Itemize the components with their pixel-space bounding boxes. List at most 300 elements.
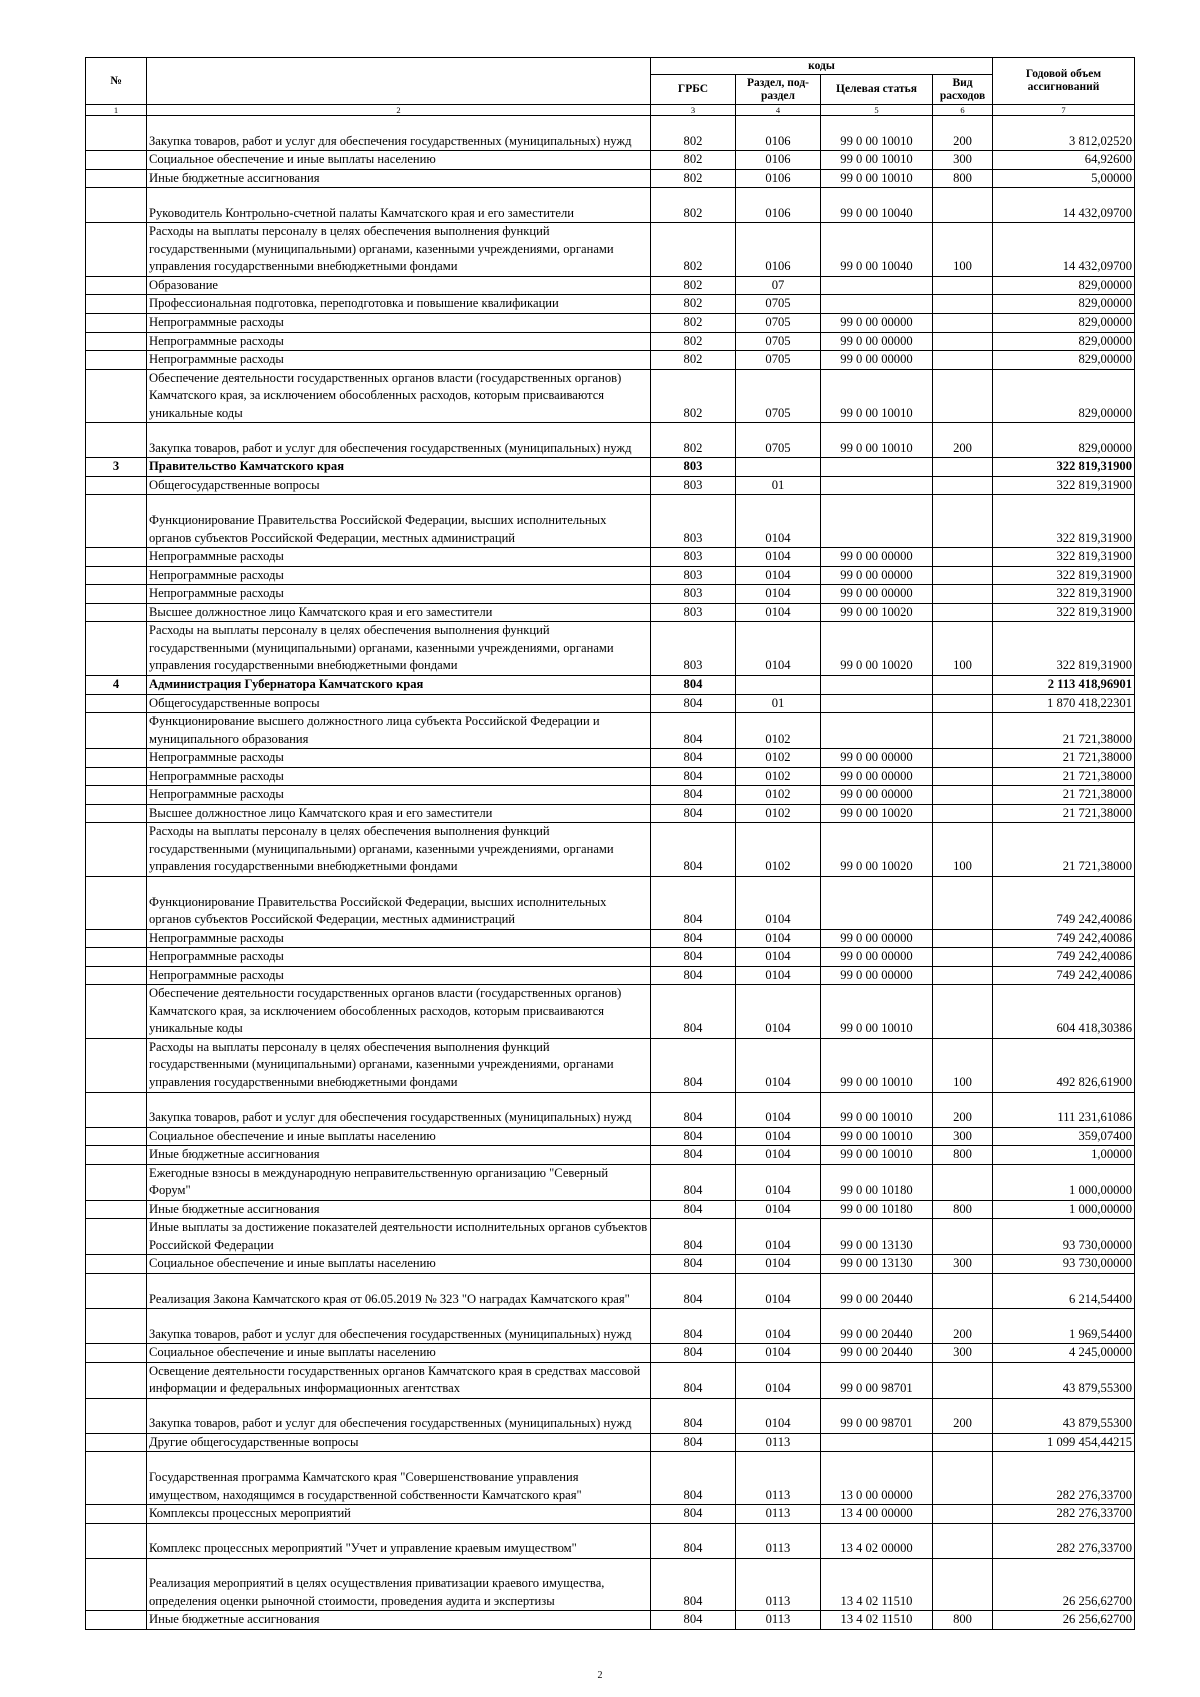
table-row xyxy=(86,566,1135,585)
table-row xyxy=(86,351,1135,370)
table-row xyxy=(86,548,1135,567)
row-number xyxy=(86,1092,147,1127)
row-number xyxy=(86,948,147,967)
grbs-code: 804 xyxy=(651,694,736,713)
amount-value: 1 000,00000 xyxy=(993,1200,1135,1219)
target-article-code: 99 0 00 00000 xyxy=(821,929,933,948)
grbs-code: 802 xyxy=(651,295,736,314)
table-row xyxy=(86,804,1135,823)
row-name: Другие общегосударственные вопросы xyxy=(147,1433,651,1452)
table-row xyxy=(86,169,1135,188)
target-article-code: 99 0 00 00000 xyxy=(821,351,933,370)
header-name xyxy=(147,58,651,105)
grbs-code: 804 xyxy=(651,1505,736,1524)
row-name: Иные бюджетные ассигнования xyxy=(147,1611,651,1630)
row-number xyxy=(86,1523,147,1558)
target-article-code: 13 4 02 00000 xyxy=(821,1523,933,1558)
row-number xyxy=(86,1611,147,1630)
table-row xyxy=(86,314,1135,333)
expense-type-code xyxy=(933,603,993,622)
expense-type-code: 200 xyxy=(933,1092,993,1127)
row-number xyxy=(86,1146,147,1165)
row-name: Иные бюджетные ассигнования xyxy=(147,1200,651,1219)
section-code: 0106 xyxy=(736,116,821,151)
table-row xyxy=(86,1274,1135,1309)
target-article-code: 99 0 00 10040 xyxy=(821,223,933,277)
section-code: 0705 xyxy=(736,295,821,314)
section-code: 0104 xyxy=(736,876,821,929)
grbs-code: 804 xyxy=(651,1362,736,1398)
target-article-code xyxy=(821,458,933,477)
row-name: Расходы на выплаты персоналу в целях обеспечения выполнения функций государственными (муниципальными) органами, казенными учреждениями, органами управления государственными внебюджетными фондами xyxy=(147,223,651,277)
grbs-code: 804 xyxy=(651,1344,736,1363)
section-code: 0104 xyxy=(736,1164,821,1200)
page-number: 2 xyxy=(597,1670,603,1681)
grbs-code: 804 xyxy=(651,1146,736,1165)
expense-type-code xyxy=(933,786,993,805)
section-code: 0113 xyxy=(736,1611,821,1630)
amount-value: 21 721,38000 xyxy=(993,767,1135,786)
row-name: Социальное обеспечение и иные выплаты населению xyxy=(147,1127,651,1146)
amount-value: 93 730,00000 xyxy=(993,1219,1135,1255)
grbs-code: 804 xyxy=(651,1309,736,1344)
row-name: Социальное обеспечение и иные выплаты населению xyxy=(147,1344,651,1363)
expense-type-code xyxy=(933,749,993,768)
grbs-code: 804 xyxy=(651,948,736,967)
row-name: Функционирование высшего должностного лица субъекта Российской Федерации и муниципального образования xyxy=(147,713,651,749)
amount-value: 829,00000 xyxy=(993,423,1135,458)
amount-value: 6 214,54400 xyxy=(993,1274,1135,1309)
amount-value: 604 418,30386 xyxy=(993,985,1135,1039)
table-row xyxy=(86,966,1135,985)
section-code: 0104 xyxy=(736,948,821,967)
expense-type-code: 300 xyxy=(933,1127,993,1146)
table-row xyxy=(86,713,1135,749)
amount-value: 111 231,61086 xyxy=(993,1092,1135,1127)
row-number xyxy=(86,985,147,1039)
row-name: Реализация мероприятий в целях осуществления приватизации краевого имущества, определения оценки рыночной стоимости, проведения аудита и экспертизы xyxy=(147,1558,651,1611)
row-name: Закупка товаров, работ и услуг для обеспечения государственных (муниципальных) нужд xyxy=(147,423,651,458)
target-article-code: 99 0 00 00000 xyxy=(821,332,933,351)
amount-value: 322 819,31900 xyxy=(993,458,1135,477)
expense-type-code: 100 xyxy=(933,223,993,277)
grbs-code: 802 xyxy=(651,369,736,423)
row-number xyxy=(86,786,147,805)
row-number xyxy=(86,295,147,314)
table-row xyxy=(86,295,1135,314)
amount-value: 2 113 418,96901 xyxy=(993,675,1135,694)
row-number xyxy=(86,1255,147,1274)
target-article-code: 99 0 00 00000 xyxy=(821,566,933,585)
row-number xyxy=(86,585,147,604)
grbs-code: 804 xyxy=(651,1523,736,1558)
row-number xyxy=(86,1433,147,1452)
section-code: 0104 xyxy=(736,985,821,1039)
amount-value: 1 870 418,22301 xyxy=(993,694,1135,713)
expense-type-code xyxy=(933,929,993,948)
expense-type-code xyxy=(933,1362,993,1398)
expense-type-code xyxy=(933,1274,993,1309)
grbs-code: 804 xyxy=(651,1433,736,1452)
grbs-code: 802 xyxy=(651,332,736,351)
grbs-code: 804 xyxy=(651,823,736,877)
expense-type-code xyxy=(933,295,993,314)
row-number xyxy=(86,694,147,713)
row-name: Непрограммные расходы xyxy=(147,767,651,786)
grbs-code: 804 xyxy=(651,767,736,786)
row-number xyxy=(86,423,147,458)
row-name: Непрограммные расходы xyxy=(147,948,651,967)
table-row xyxy=(86,1523,1135,1558)
amount-value: 5,00000 xyxy=(993,169,1135,188)
amount-value: 322 819,31900 xyxy=(993,476,1135,495)
target-article-code: 99 0 00 10180 xyxy=(821,1200,933,1219)
expense-type-code xyxy=(933,675,993,694)
target-article-code: 99 0 00 13130 xyxy=(821,1255,933,1274)
grbs-code: 804 xyxy=(651,876,736,929)
target-article-code: 99 0 00 10040 xyxy=(821,188,933,223)
grbs-code: 802 xyxy=(651,151,736,170)
target-article-code: 99 0 00 10020 xyxy=(821,603,933,622)
row-number xyxy=(86,749,147,768)
amount-value: 322 819,31900 xyxy=(993,495,1135,548)
section-code: 0705 xyxy=(736,332,821,351)
table-row xyxy=(86,1127,1135,1146)
grbs-code: 802 xyxy=(651,169,736,188)
table-row xyxy=(86,585,1135,604)
section-code: 0705 xyxy=(736,351,821,370)
header-grbs: ГРБС xyxy=(651,75,736,105)
amount-value: 21 721,38000 xyxy=(993,749,1135,768)
grbs-code: 802 xyxy=(651,223,736,277)
expense-type-code: 800 xyxy=(933,1611,993,1630)
section-code: 0104 xyxy=(736,1127,821,1146)
table-row xyxy=(86,1255,1135,1274)
target-article-code: 99 0 00 10010 xyxy=(821,1127,933,1146)
section-code: 0113 xyxy=(736,1433,821,1452)
section-code: 0104 xyxy=(736,622,821,676)
section-code: 0102 xyxy=(736,804,821,823)
section-code: 0102 xyxy=(736,823,821,877)
target-article-code: 99 0 00 10010 xyxy=(821,1146,933,1165)
amount-value: 322 819,31900 xyxy=(993,603,1135,622)
amount-value: 322 819,31900 xyxy=(993,548,1135,567)
table-body xyxy=(86,116,1135,1630)
grbs-code: 803 xyxy=(651,495,736,548)
amount-value: 749 242,40086 xyxy=(993,876,1135,929)
row-name: Закупка товаров, работ и услуг для обеспечения государственных (муниципальных) нужд xyxy=(147,1092,651,1127)
table-row xyxy=(86,151,1135,170)
row-number xyxy=(86,188,147,223)
amount-value: 64,92600 xyxy=(993,151,1135,170)
amount-value: 43 879,55300 xyxy=(993,1362,1135,1398)
grbs-code: 804 xyxy=(651,1558,736,1611)
row-name: Государственная программа Камчатского края "Совершенствование управления имуществом, находящимся в государственной собственности Камчатского края" xyxy=(147,1452,651,1505)
row-number xyxy=(86,1127,147,1146)
row-number xyxy=(86,1362,147,1398)
expense-type-code xyxy=(933,351,993,370)
expense-type-code: 300 xyxy=(933,1255,993,1274)
row-name: Расходы на выплаты персоналу в целях обеспечения выполнения функций государственными (муниципальными) органами, казенными учреждениями, органами управления государственными внебюджетными фондами xyxy=(147,1038,651,1092)
row-name: Расходы на выплаты персоналу в целях обеспечения выполнения функций государственными (муниципальными) органами, казенными учреждениями, органами управления государственными внебюджетными фондами xyxy=(147,622,651,676)
table-row xyxy=(86,749,1135,768)
section-code: 0104 xyxy=(736,1309,821,1344)
col-number: 2 xyxy=(147,105,651,116)
section-code: 0113 xyxy=(736,1452,821,1505)
expense-type-code xyxy=(933,495,993,548)
grbs-code: 804 xyxy=(651,966,736,985)
row-name: Профессиональная подготовка, переподготовка и повышение квалификации xyxy=(147,295,651,314)
col-number: 7 xyxy=(993,105,1135,116)
amount-value: 322 819,31900 xyxy=(993,585,1135,604)
row-number xyxy=(86,1200,147,1219)
row-name: Функционирование Правительства Российской Федерации, высших исполнительных органов субъектов Российской Федерации, местных администраций xyxy=(147,876,651,929)
target-article-code: 99 0 00 10020 xyxy=(821,823,933,877)
row-name: Непрограммные расходы xyxy=(147,332,651,351)
row-number xyxy=(86,876,147,929)
target-article-code xyxy=(821,476,933,495)
expense-type-code xyxy=(933,1505,993,1524)
target-article-code xyxy=(821,276,933,295)
amount-value: 21 721,38000 xyxy=(993,804,1135,823)
target-article-code: 99 0 00 10010 xyxy=(821,985,933,1039)
table-row xyxy=(86,1558,1135,1611)
grbs-code: 804 xyxy=(651,1398,736,1433)
grbs-code: 803 xyxy=(651,585,736,604)
section-code: 01 xyxy=(736,694,821,713)
amount-value: 322 819,31900 xyxy=(993,622,1135,676)
amount-value: 21 721,38000 xyxy=(993,786,1135,805)
row-name: Непрограммные расходы xyxy=(147,351,651,370)
target-article-code xyxy=(821,495,933,548)
row-name: Высшее должностное лицо Камчатского края и его заместители xyxy=(147,603,651,622)
table-row xyxy=(86,276,1135,295)
section-code xyxy=(736,675,821,694)
row-number xyxy=(86,1398,147,1433)
expense-type-code xyxy=(933,188,993,223)
expense-type-code: 200 xyxy=(933,423,993,458)
table-row xyxy=(86,823,1135,877)
target-article-code xyxy=(821,876,933,929)
row-name: Комплекс процессных мероприятий "Учет и управление краевым имуществом" xyxy=(147,1523,651,1558)
row-name: Обеспечение деятельности государственных органов власти (государственных органов) Камчатского края, за исключением обособленных расходов, которым присваиваются уникальные коды xyxy=(147,369,651,423)
row-name: Реализация Закона Камчатского края от 06.05.2019 № 323 "О наградах Камчатского края" xyxy=(147,1274,651,1309)
table-row-section xyxy=(86,458,1135,477)
table-row xyxy=(86,116,1135,151)
amount-value: 749 242,40086 xyxy=(993,948,1135,967)
table-row xyxy=(86,985,1135,1039)
amount-value: 3 812,02520 xyxy=(993,116,1135,151)
grbs-code: 803 xyxy=(651,622,736,676)
header-csr: Целевая статья xyxy=(821,75,933,105)
amount-value: 749 242,40086 xyxy=(993,929,1135,948)
grbs-code: 804 xyxy=(651,786,736,805)
grbs-code: 804 xyxy=(651,1164,736,1200)
table-row xyxy=(86,188,1135,223)
table-row xyxy=(86,1433,1135,1452)
header-num: № xyxy=(86,58,147,105)
grbs-code: 804 xyxy=(651,1219,736,1255)
row-number: 3 xyxy=(86,458,147,477)
row-name: Социальное обеспечение и иные выплаты населению xyxy=(147,1255,651,1274)
header-vr: Вид расходов xyxy=(933,75,993,105)
row-name: Ежегодные взносы в международную неправительственную организацию "Северный Форум" xyxy=(147,1164,651,1200)
row-number xyxy=(86,622,147,676)
table-row xyxy=(86,1452,1135,1505)
row-name: Закупка товаров, работ и услуг для обеспечения государственных (муниципальных) нужд xyxy=(147,1398,651,1433)
table-row xyxy=(86,1611,1135,1630)
table-row xyxy=(86,767,1135,786)
expense-type-code xyxy=(933,1219,993,1255)
amount-value: 1 099 454,44215 xyxy=(993,1433,1135,1452)
section-code: 0104 xyxy=(736,585,821,604)
target-article-code: 99 0 00 98701 xyxy=(821,1362,933,1398)
row-name: Иные выплаты за достижение показателей деятельности исполнительных органов субъектов Российской Федерации xyxy=(147,1219,651,1255)
row-name: Непрограммные расходы xyxy=(147,314,651,333)
row-number xyxy=(86,116,147,151)
target-article-code: 99 0 00 10010 xyxy=(821,369,933,423)
budget-table xyxy=(85,57,1135,1630)
col-number: 4 xyxy=(736,105,821,116)
row-number xyxy=(86,804,147,823)
section-code xyxy=(736,458,821,477)
row-number xyxy=(86,548,147,567)
grbs-code: 804 xyxy=(651,929,736,948)
grbs-code: 802 xyxy=(651,116,736,151)
target-article-code: 99 0 00 13130 xyxy=(821,1219,933,1255)
amount-value: 43 879,55300 xyxy=(993,1398,1135,1433)
grbs-code: 803 xyxy=(651,458,736,477)
section-code: 0106 xyxy=(736,223,821,277)
target-article-code: 99 0 00 00000 xyxy=(821,749,933,768)
header-razdel: Раздел, под-раздел xyxy=(736,75,821,105)
amount-value: 4 245,00000 xyxy=(993,1344,1135,1363)
target-article-code: 13 4 00 00000 xyxy=(821,1505,933,1524)
section-code: 0705 xyxy=(736,369,821,423)
amount-value: 1 969,54400 xyxy=(993,1309,1135,1344)
grbs-code: 804 xyxy=(651,1274,736,1309)
expense-type-code xyxy=(933,985,993,1039)
row-name: Непрограммные расходы xyxy=(147,786,651,805)
row-number xyxy=(86,1558,147,1611)
target-article-code: 99 0 00 10020 xyxy=(821,622,933,676)
row-number xyxy=(86,476,147,495)
grbs-code: 804 xyxy=(651,1200,736,1219)
section-code: 0104 xyxy=(736,929,821,948)
section-code: 0104 xyxy=(736,1398,821,1433)
target-article-code: 99 0 00 00000 xyxy=(821,786,933,805)
row-name: Функционирование Правительства Российской Федерации, высших исполнительных органов субъектов Российской Федерации, местных администраций xyxy=(147,495,651,548)
amount-value: 1 000,00000 xyxy=(993,1164,1135,1200)
table-row xyxy=(86,1219,1135,1255)
col-number: 3 xyxy=(651,105,736,116)
grbs-code: 804 xyxy=(651,749,736,768)
section-code: 0106 xyxy=(736,151,821,170)
grbs-code: 804 xyxy=(651,675,736,694)
target-article-code: 99 0 00 10020 xyxy=(821,804,933,823)
row-number xyxy=(86,1452,147,1505)
amount-value: 359,07400 xyxy=(993,1127,1135,1146)
row-number xyxy=(86,713,147,749)
target-article-code: 99 0 00 10010 xyxy=(821,1038,933,1092)
table-row xyxy=(86,786,1135,805)
table-row xyxy=(86,495,1135,548)
table-row xyxy=(86,423,1135,458)
expense-type-code xyxy=(933,1523,993,1558)
section-code: 0104 xyxy=(736,1092,821,1127)
target-article-code xyxy=(821,713,933,749)
table-row xyxy=(86,603,1135,622)
expense-type-code xyxy=(933,876,993,929)
table-row xyxy=(86,694,1135,713)
expense-type-code xyxy=(933,369,993,423)
table-row xyxy=(86,1344,1135,1363)
amount-value: 14 432,09700 xyxy=(993,223,1135,277)
target-article-code: 99 0 00 20440 xyxy=(821,1309,933,1344)
table-row xyxy=(86,1505,1135,1524)
table-row xyxy=(86,1164,1135,1200)
row-name: Непрограммные расходы xyxy=(147,966,651,985)
row-name: Комплексы процессных мероприятий xyxy=(147,1505,651,1524)
section-code: 01 xyxy=(736,476,821,495)
amount-value: 322 819,31900 xyxy=(993,566,1135,585)
section-code: 0705 xyxy=(736,423,821,458)
amount-value: 829,00000 xyxy=(993,314,1135,333)
section-code: 0104 xyxy=(736,603,821,622)
section-code: 0102 xyxy=(736,767,821,786)
expense-type-code xyxy=(933,548,993,567)
grbs-code: 804 xyxy=(651,1038,736,1092)
amount-value: 1,00000 xyxy=(993,1146,1135,1165)
expense-type-code: 800 xyxy=(933,169,993,188)
section-code: 0113 xyxy=(736,1558,821,1611)
target-article-code: 13 4 02 11510 xyxy=(821,1558,933,1611)
amount-value: 829,00000 xyxy=(993,369,1135,423)
table-row xyxy=(86,876,1135,929)
row-name: Непрограммные расходы xyxy=(147,566,651,585)
expense-type-code xyxy=(933,1558,993,1611)
grbs-code: 804 xyxy=(651,1092,736,1127)
grbs-code: 803 xyxy=(651,548,736,567)
target-article-code: 99 0 00 10010 xyxy=(821,116,933,151)
section-code: 0102 xyxy=(736,713,821,749)
row-name: Непрограммные расходы xyxy=(147,749,651,768)
expense-type-code xyxy=(933,476,993,495)
target-article-code: 99 0 00 10010 xyxy=(821,1092,933,1127)
table-row xyxy=(86,948,1135,967)
row-name: Иные бюджетные ассигнования xyxy=(147,1146,651,1165)
table-row xyxy=(86,1309,1135,1344)
target-article-code: 99 0 00 00000 xyxy=(821,948,933,967)
grbs-code: 802 xyxy=(651,188,736,223)
section-code: 0102 xyxy=(736,749,821,768)
table-row xyxy=(86,1146,1135,1165)
target-article-code: 13 4 02 11510 xyxy=(821,1611,933,1630)
table-row xyxy=(86,1200,1135,1219)
section-code: 0102 xyxy=(736,786,821,805)
target-article-code xyxy=(821,694,933,713)
expense-type-code: 200 xyxy=(933,1309,993,1344)
target-article-code: 99 0 00 20440 xyxy=(821,1274,933,1309)
target-article-code: 99 0 00 20440 xyxy=(821,1344,933,1363)
header-amount: Годовой объем ассигнований xyxy=(993,58,1135,105)
row-number xyxy=(86,966,147,985)
grbs-code: 804 xyxy=(651,1127,736,1146)
row-name: Закупка товаров, работ и услуг для обеспечения государственных (муниципальных) нужд xyxy=(147,1309,651,1344)
grbs-code: 802 xyxy=(651,276,736,295)
amount-value: 21 721,38000 xyxy=(993,823,1135,877)
grbs-code: 802 xyxy=(651,423,736,458)
